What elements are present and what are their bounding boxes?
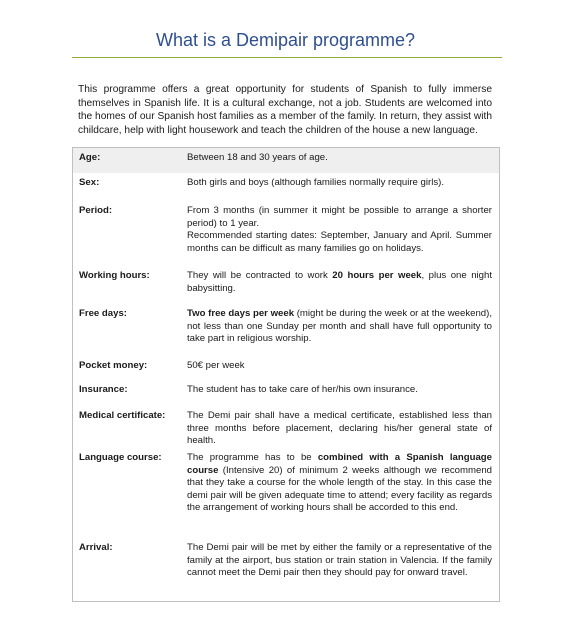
title-divider bbox=[72, 57, 502, 58]
period-start-dates-text: Recommended starting dates: September, January and April. Summer months can be difficult as many families go on holidays. bbox=[187, 230, 492, 254]
intro-paragraph: This programme offers a great opportunity for students of Spanish to fully immerse themselves in Spanish life. It is a cultural exchange, not a job. Students are welcomed into the homes of our Spanish host families as a member of the family. In return, they assist with childcare, help with light housework and teach the children of the house a new language. bbox=[78, 84, 492, 136]
text-bold-segment: Two free days per week bbox=[187, 308, 295, 319]
page-title: What is a Demipair programme? bbox=[155, 30, 416, 50]
row-value bbox=[187, 205, 492, 255]
text-segment: They will be contracted to work bbox=[187, 270, 333, 281]
table-row-free-days bbox=[73, 304, 499, 356]
row-label: Language course: bbox=[79, 452, 162, 463]
table-row-arrival bbox=[73, 538, 499, 601]
row-value: 50€ per week bbox=[187, 360, 245, 371]
period-range-text: From 3 months (in summer it might be possible to arrange a shorter period) to 1 year. bbox=[187, 205, 492, 229]
table-row-sex bbox=[73, 173, 499, 201]
row-label: Insurance: bbox=[79, 384, 128, 395]
row-label: Medical certificate: bbox=[79, 410, 166, 421]
text-bold-segment: combined with a Spanish language course bbox=[187, 452, 492, 476]
table-row-language-course bbox=[73, 448, 499, 538]
row-label: Working hours: bbox=[79, 270, 150, 281]
table-row-period bbox=[73, 201, 499, 266]
table-row-insurance bbox=[73, 380, 499, 406]
row-label: Free days: bbox=[79, 308, 127, 319]
text-segment: (Intensive 20) of minimum 2 weeks although we recommend that they take a course for the whole length of the stay. In this case the demi pair will be given adequate time to attend; every facility as regards the arrangement of working hours shall be accorded to this end. bbox=[187, 464, 492, 513]
table-row-medical-certificate bbox=[73, 406, 499, 448]
row-label: Period: bbox=[79, 205, 113, 216]
text-bold-segment: 20 hours per week bbox=[332, 270, 422, 281]
row-label: Arrival: bbox=[79, 542, 113, 553]
text-segment: The programme has to be bbox=[187, 452, 318, 463]
row-label: Pocket money: bbox=[79, 360, 148, 371]
row-value bbox=[187, 270, 492, 295]
text-segment: (might be during the week or at the weekend), not less than one Sunday per month and shall have full opportunity to take part in religious worship. bbox=[187, 308, 492, 344]
table-row-working-hours bbox=[73, 266, 499, 304]
row-value: Between 18 and 30 years of age. bbox=[187, 152, 328, 163]
row-value bbox=[187, 452, 492, 515]
table-row-age bbox=[73, 148, 499, 173]
row-label: Sex: bbox=[79, 177, 100, 188]
text-segment: , plus one night babysitting. bbox=[187, 270, 493, 294]
info-table bbox=[72, 147, 500, 602]
row-value bbox=[187, 308, 492, 346]
table-row-pocket-money bbox=[73, 356, 499, 380]
row-value: The Demi pair shall have a medical certificate, established less than three months before placement, declaring his/her general state of health. bbox=[187, 410, 492, 446]
row-label: Age: bbox=[79, 152, 101, 163]
row-value: The Demi pair will be met by either the family or a representative of the family at the airport, bus station or train station in Valencia. If the family cannot meet the Demi pair then they should pay for onward travel. bbox=[187, 542, 492, 578]
row-value: The student has to take care of her/his own insurance. bbox=[187, 384, 418, 395]
row-value: Both girls and boys (although families normally require girls). bbox=[187, 177, 445, 188]
